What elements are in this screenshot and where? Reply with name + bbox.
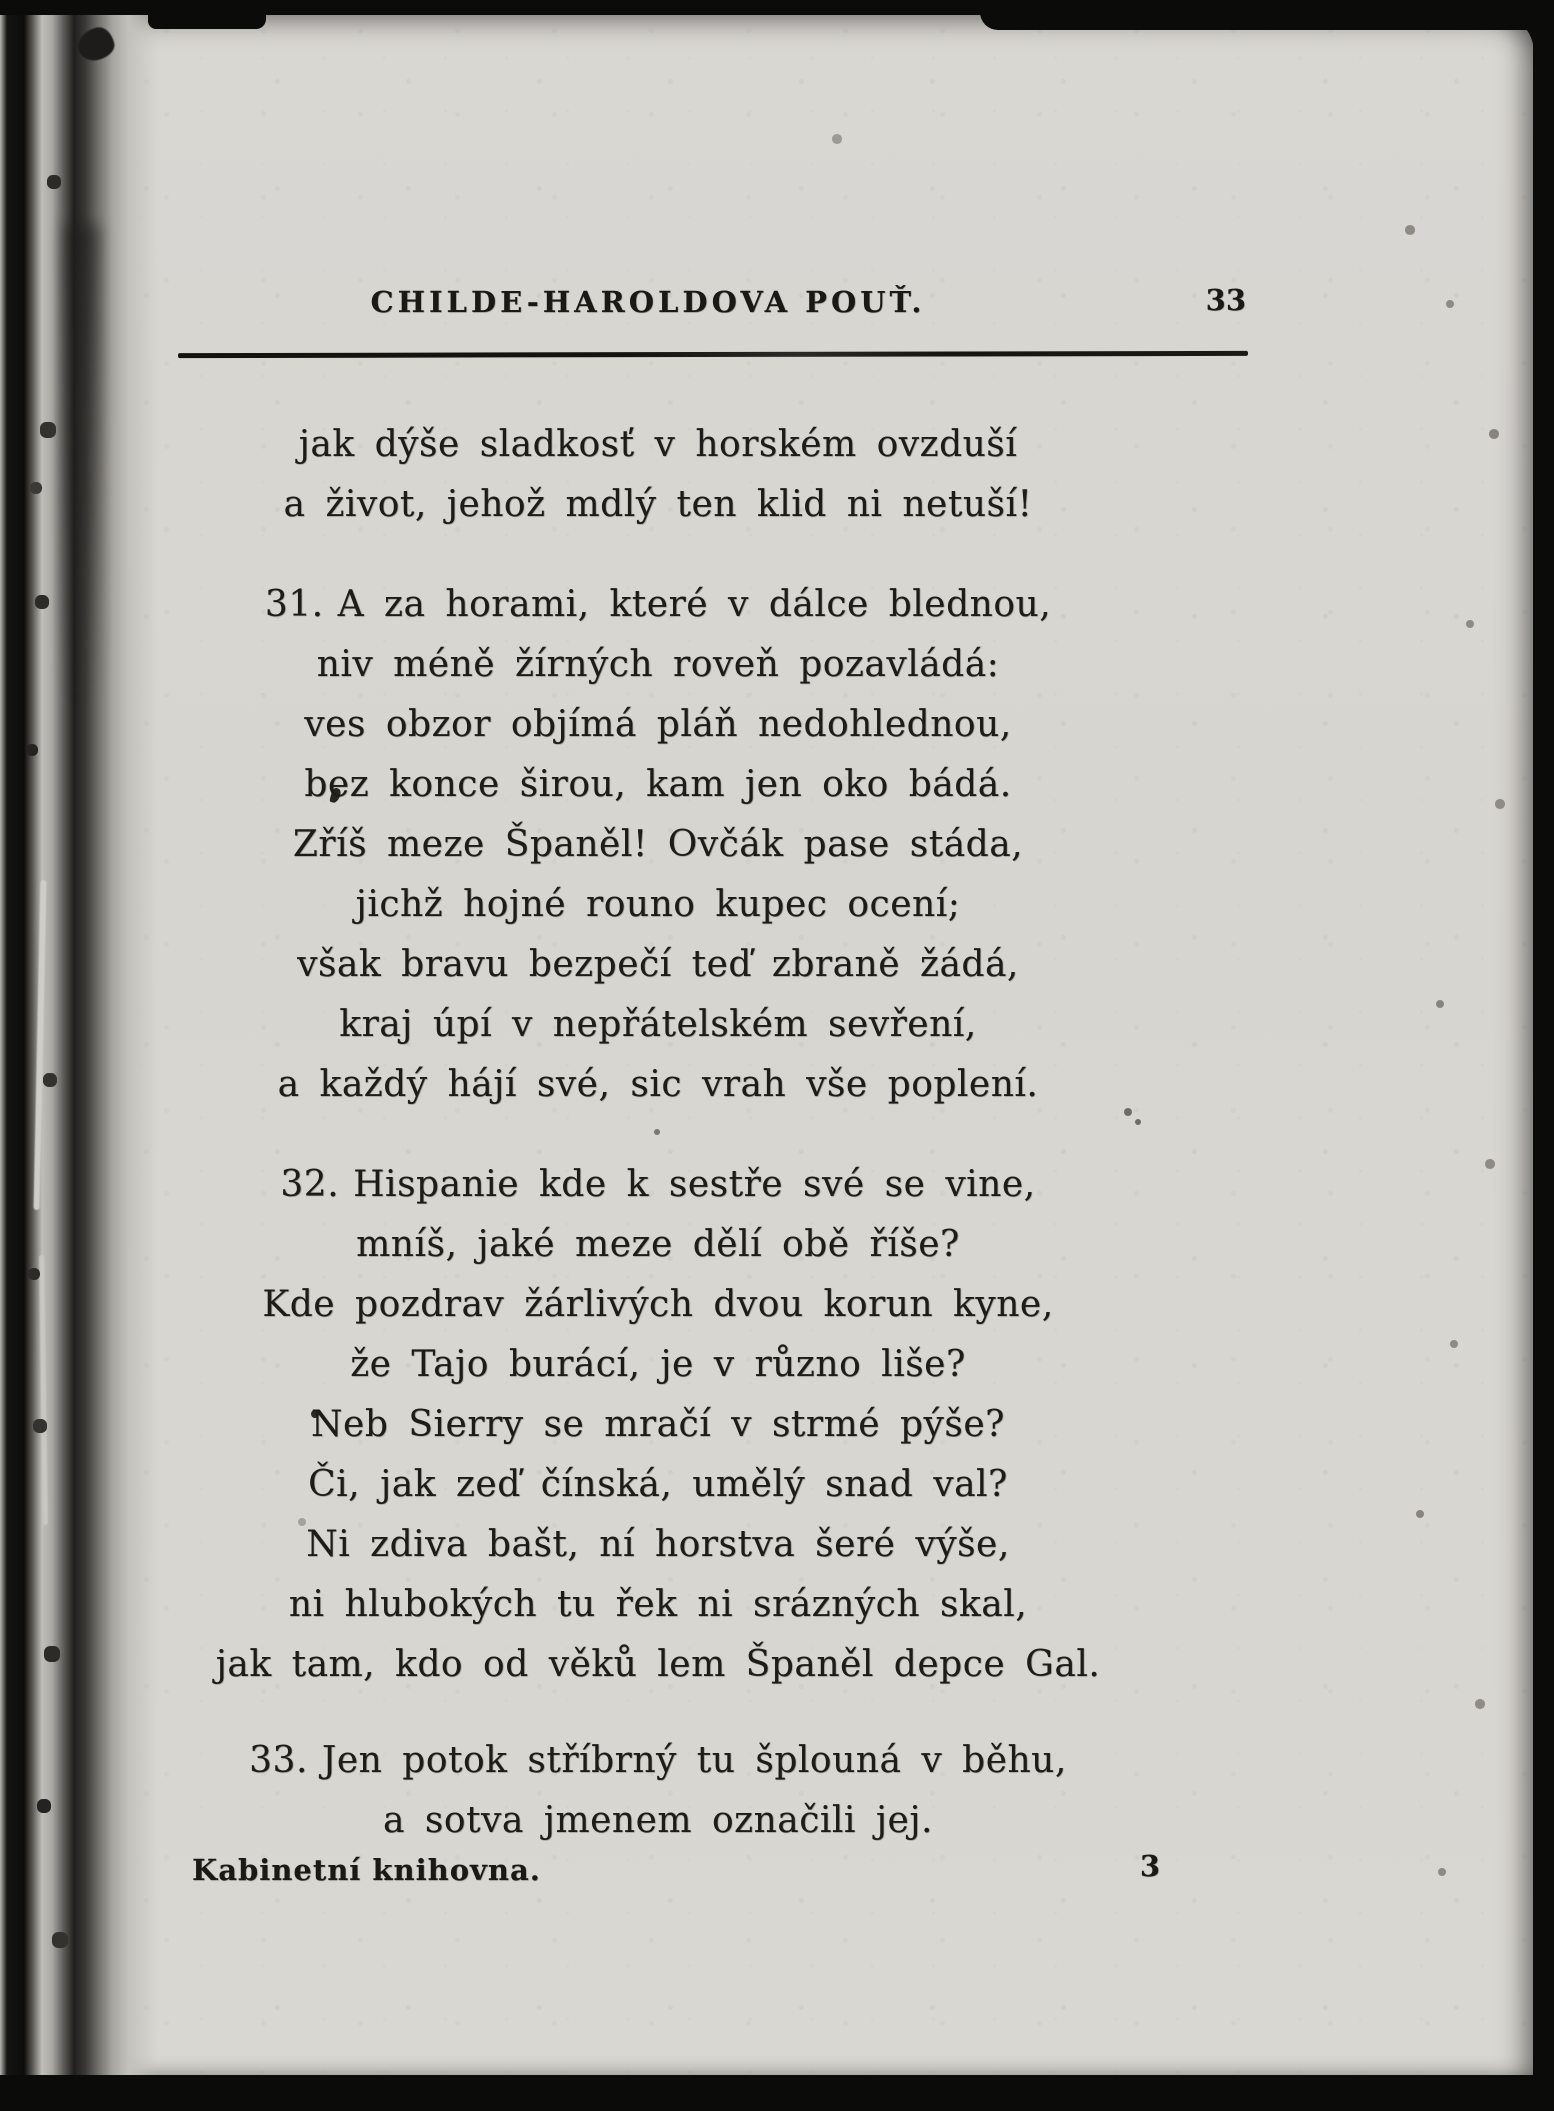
verse-line: a sotva jmenem označili jej. [383, 1800, 933, 1841]
verse-line: že Tajo burácí, je v různo liše? [350, 1344, 966, 1385]
header-rule [178, 351, 1248, 358]
verse-line: 33. Jen potok stříbrný tu šplouná v běhu, [249, 1740, 1067, 1781]
page-footer [178, 1849, 1248, 1897]
stanza-number: 32. [280, 1164, 340, 1205]
running-head [178, 0, 1248, 325]
scan-edge-bottom [0, 2075, 1554, 2111]
running-title: CHILDE-HAROLDOVA POUŤ. [370, 285, 926, 319]
printed-page-content [178, 0, 1248, 1897]
verse-line: bez konce širou, kam jen oko bádá. [304, 764, 1012, 805]
verse-line: jak dýše sladkosť v horském ovzduší [298, 424, 1018, 465]
stanza-33 [163, 1731, 1153, 1851]
stanza-31 [163, 575, 1153, 1115]
page-number: 33 [1205, 283, 1246, 317]
stanza-32 [163, 1155, 1153, 1695]
verse-line: 32. Hispanie kde k sestře své se vine, [280, 1164, 1036, 1205]
verse-line: jak tam, kdo od věků lem Španěl depce Gal. [215, 1644, 1101, 1685]
verse-line: Zříš meze Španěl! Ovčák pase stáda, [292, 824, 1024, 865]
signature-mark: 3 [1139, 1849, 1160, 1883]
stanza-number: 31. [264, 584, 324, 625]
verse-line: 31. A za horami, které v dálce blednou, [264, 584, 1052, 625]
verse-line: ni hlubokých tu řek ni srázných skal, [288, 1584, 1028, 1625]
poem [163, 415, 1153, 1851]
verse-line: Kde pozdrav žárlivých dvou korun kyne, [262, 1284, 1054, 1325]
verse-line: Či, jak zeď čínská, umělý snad val? [308, 1464, 1008, 1505]
verse-line: niv méně žírných roveň pozavládá: [316, 644, 1000, 685]
verse-line: a každý hájí své, sic vrah vše poplení. [277, 1064, 1039, 1105]
verse-line: mníš, jaké meze dělí obě říše? [356, 1224, 960, 1265]
scan-edge-right [1533, 0, 1554, 2111]
verse-line: Neb Sierry se mračí v strmé pýše? [311, 1404, 1005, 1445]
series-title: Kabinetní knihovna. [192, 1853, 541, 1887]
stanza-number: 33. [249, 1740, 308, 1781]
verse-line: ves obzor objímá pláň nedohlednou, [304, 704, 1012, 745]
verse-line: jichž hojné rouno kupec ocení; [355, 884, 961, 925]
verse-line: Ni zdiva bašt, ní horstva šeré výše, [306, 1524, 1010, 1565]
verse-line: a život, jehož mdlý ten klid ni netuší! [283, 484, 1033, 525]
verse-line: kraj úpí v nepřátelském sevření, [339, 1004, 977, 1045]
continued-stanza [163, 415, 1153, 535]
gutter-shadow [64, 225, 100, 705]
verse-line: však bravu bezpečí teď zbraně žádá, [297, 944, 1019, 985]
